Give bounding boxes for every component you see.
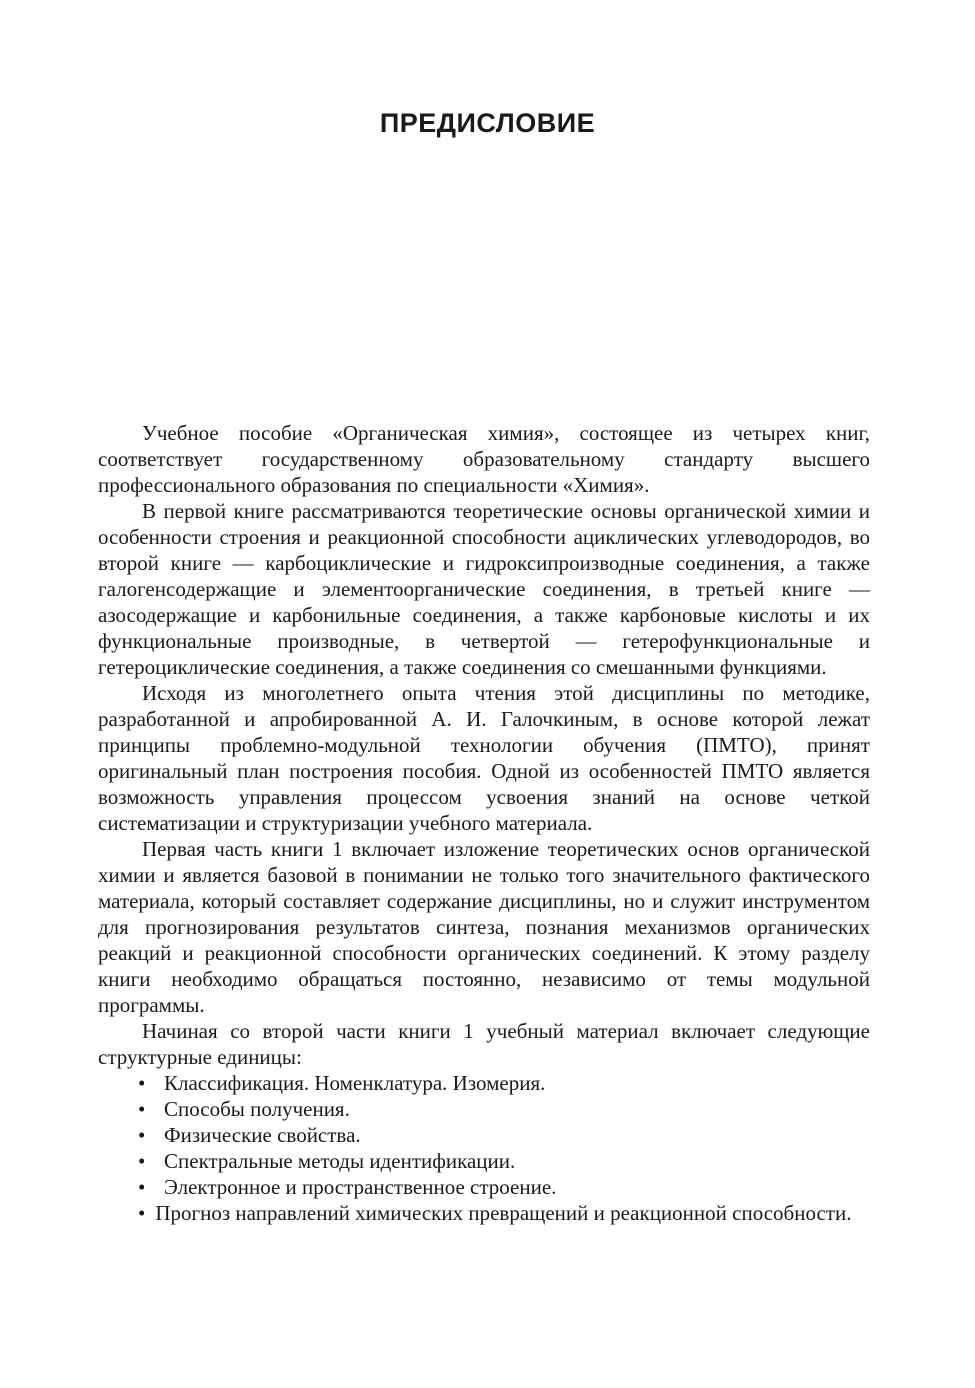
list-item [98, 1122, 870, 1148]
list-item [98, 1096, 870, 1122]
list-item [98, 1174, 870, 1200]
bullet-icon: • [138, 1097, 146, 1121]
body-text [98, 420, 870, 1226]
paragraph-structure-intro: Начиная со второй части книги 1 учебный материал включает следующие структурные единицы: [98, 1019, 870, 1069]
list-item [98, 1148, 870, 1174]
bullet-icon: • [138, 1123, 146, 1147]
bullet-icon: • [138, 1149, 146, 1173]
list-item-text: Физические свойства. [164, 1123, 361, 1147]
page-title: ПРЕДИСЛОВИЕ [379, 108, 596, 138]
list-item-text: Классификация. Номенклатура. Изомерия. [164, 1071, 546, 1095]
bullet-icon: • [138, 1071, 146, 1095]
paragraph-book-contents: В первой книге рассматриваются теоретические основы органической химии и особенности строения и реакционной способности ациклических углеводородов, во второй книге — карбоциклические и гидроксипроизводные соединения, а также галогенсодержащие и элементоорганические соединения, в третьей книге — азосодержащие и карбонильные соединения, а также карбоновые кислоты и их функциональные производные, в четвертой — гетерофункциональные и гетероциклические соединения, а также соединения со смешанными функциями. [98, 499, 870, 679]
bullet-icon: • [138, 1201, 146, 1225]
list-item-text: Прогноз направлений химических превращений и реакционной способности. [155, 1201, 852, 1225]
paragraph-methodology: Исходя из многолетнего опыта чтения этой дисциплины по методике, разработанной и апробированной А. И. Галочкиным, в основе которой лежат принципы проблемно-модульной технологии обучения (ПМТО), принят оригинальный план построения пособия. Одной из особенностей ПМТО является возможность управления процессом усвоения знаний на основе четкой систематизации и структуризации учебного материала. [98, 681, 870, 835]
paragraph-intro: Учебное пособие «Органическая химия», состоящее из четырех книг, соответствует государственному образовательному стандарту высшего профессионального образования по специальности «Химия». [98, 421, 870, 497]
list-item [98, 1070, 870, 1096]
list-item-text: Электронное и пространственное строение. [164, 1175, 557, 1199]
list-item-text: Способы получения. [164, 1097, 350, 1121]
paragraph-first-part: Первая часть книги 1 включает изложение теоретических основ органической химии и является базовой в понимании не только того значительного фактического материала, который составляет содержание дисциплины, но и служит инструментом для прогнозирования результатов синтеза, познания механизмов органических реакций и реакционной способности органических соединений. К этому разделу книги необходимо обращаться постоянно, независимо от темы модульной программы. [98, 837, 870, 1017]
structural-units-list [98, 1070, 870, 1226]
list-item [98, 1200, 870, 1226]
list-item-text: Спектральные методы идентификации. [164, 1149, 516, 1173]
bullet-icon: • [138, 1175, 146, 1199]
